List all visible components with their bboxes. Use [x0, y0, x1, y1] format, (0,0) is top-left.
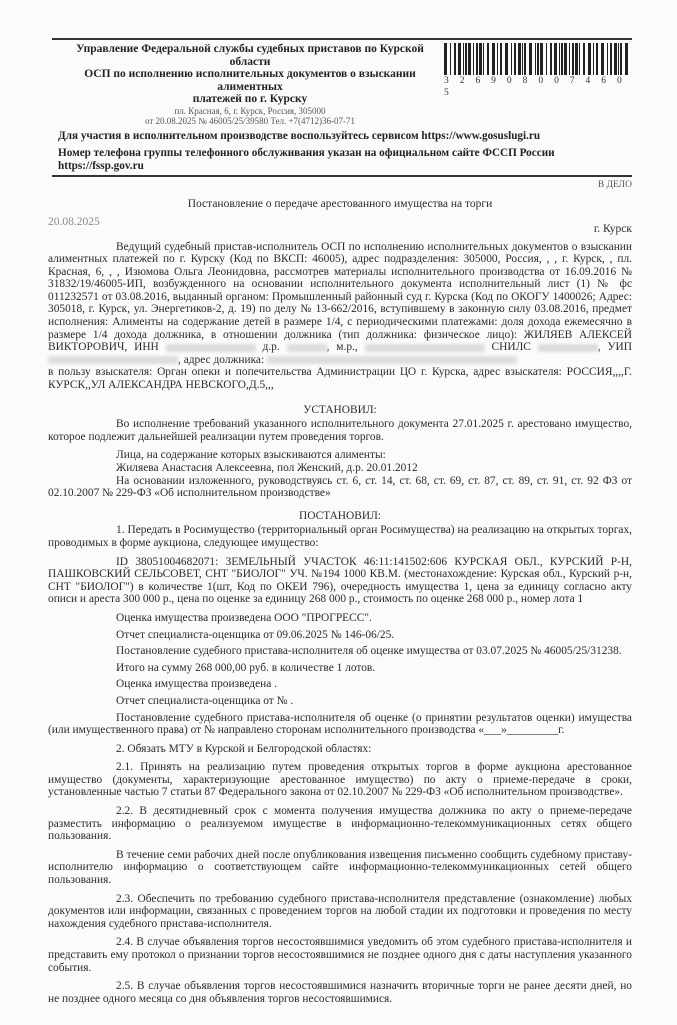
- appraisal-report-blank: Отчет специалиста-оценщика от № .: [116, 694, 294, 707]
- barcode-bar: [537, 43, 539, 75]
- total-sum: Итого на сумму 268 000,00 руб. в количестве 1 лотов.: [116, 661, 376, 674]
- barcode-bar: [579, 43, 580, 75]
- dob-label: д.р.: [262, 341, 280, 354]
- barcode-bar: [610, 43, 612, 75]
- barcode-bar: [524, 43, 526, 75]
- doc-reference: от 20.08.2025 № 46005/25/39580 Тел. +7(4712)36-07-71: [144, 115, 356, 126]
- barcode-bar: [492, 43, 495, 75]
- barcode-digits: 3 2 6 9 0 8 0 0 7 4 6 0 5: [444, 76, 627, 98]
- org-line-2: ОСП по исполнению исполнительных документов о взыскании алиментных: [84, 68, 416, 93]
- barcode-bar: [454, 43, 456, 75]
- resolution-item-2: 2. Обязать МТУ в Курской и Белгородской областях:: [116, 742, 372, 755]
- barcode-bar: [487, 43, 489, 75]
- barcode-bar: [572, 43, 574, 75]
- barcode-bar: [535, 43, 536, 75]
- barcode-bar: [569, 43, 570, 75]
- redacted-dob: [287, 344, 327, 352]
- redacted-address: [267, 356, 517, 364]
- resolution-item-2-2-notice: В течение семи рабочих дней после опубликования извещения письменно сообщить судебному приставу-исполнителю информацию о соответствующем сайте информационно-телекоммуникационных сетей общего пользования.: [48, 848, 632, 887]
- uip-label: , УИП: [597, 341, 632, 354]
- header-top-rule: [52, 38, 632, 40]
- redacted-pob: [365, 344, 485, 352]
- claimant-paragraph: в пользу взыскателя: Орган опеки и попечительства Администрации ЦО г. Курска, адрес взыскателя: РОССИЯ,,,,Г. КУРСК,,УЛ АЛЕКСАНДРА НЕВСКОГО,Д.5,,,: [48, 366, 632, 392]
- appraiser: Оценка имущества произведена ООО "ПРОГРЕСС".: [116, 611, 372, 624]
- barcode-bar: [444, 43, 447, 75]
- resolution-item-2-5: 2.5. В случае объявления торгов несостоявшимися назначить вторичные торги не ранее десяти дней, но не позднее одного месяца со дня объявления торгов несостоявшимися.: [48, 980, 632, 1005]
- debtor-address-label: , адрес должника:: [178, 353, 265, 366]
- barcode-bar: [607, 43, 608, 75]
- barcode-bar: [500, 43, 502, 75]
- valuation-order: Постановление судебного пристава-исполнителя об оценке имущества от 03.07.2025 № 46005/25/31238.: [116, 645, 622, 658]
- alimony-persons-label: Лица, на содержание которых взыскиваются алименты:: [116, 449, 386, 462]
- barcode-bar: [554, 43, 557, 75]
- barcode-bar: [529, 43, 532, 75]
- barcode-bar: [614, 43, 617, 75]
- barcode-bar: [522, 43, 523, 75]
- resolution-item-2-2: 2.2. В десятидневный срок с момента получения имущества должника по акту о приеме-передаче разместить информацию о реализуемом имуществе в информационно-телекоммуникационных сетях общего пользования.: [48, 805, 632, 843]
- appraisal-report: Отчет специалиста-оценщика от 09.06.2025 № 146-06/25.: [116, 628, 395, 641]
- barcode-bar: [561, 43, 563, 75]
- barcode-bar: [497, 43, 498, 75]
- resolution-item-2-4: 2.4. В случае объявления торгов несостоявшимися уведомить об этом судебного пристава-исполнителя и представить ему протокол о признании торгов несостоявшимися не позднее одного дня с даты наступления указанного события.: [48, 936, 632, 974]
- redacted-snils: [538, 344, 598, 352]
- barcode-block: [444, 43, 632, 99]
- barcode-bar: [518, 43, 521, 75]
- barcode-bar: [465, 43, 467, 75]
- legal-basis: На основании изложенного, руководствуясь ст. 6, ст. 14, ст. 68, ст. 69, ст. 87, ст. 89, ст. 91, ст. 92 ФЗ от 02.10.2007 № 229-ФЗ «Об исполнительном производстве»: [48, 474, 632, 500]
- barcode-bar: [559, 43, 560, 75]
- barcode-bar: [601, 43, 604, 75]
- barcode-bar: [620, 43, 622, 75]
- header-bottom-rule: [52, 175, 632, 177]
- header-row: [52, 43, 632, 126]
- barcode-bar: [505, 43, 508, 75]
- barcode-bar: [483, 43, 484, 75]
- appraiser-blank: Оценка имущества произведена .: [116, 678, 278, 691]
- date-line: [48, 216, 632, 235]
- barcode-bar: [511, 43, 512, 75]
- barcode: [444, 43, 632, 75]
- barcode-bar: [564, 43, 567, 75]
- stamp-v-delo: В ДЕЛО: [597, 179, 632, 190]
- barcode-bar: [514, 43, 516, 75]
- established-text: Во исполнение требований указанного исполнительного документа 27.01.2025 г. арестовано имущество, которое подлежит дальнейшей реализации путем проведения торгов.: [48, 418, 632, 443]
- org-address: пл. Красная, 6, г. Курск, Россия, 305000: [174, 105, 326, 116]
- document-date: 20.08.2025: [48, 215, 100, 228]
- document-title: Постановление о передаче арестованного имущества на торги: [187, 197, 493, 210]
- barcode-bar: [476, 43, 478, 75]
- redacted-uip: [48, 356, 178, 364]
- resolution-item-2-3: 2.3. Обеспечить по требованию судебного пристава-исполнителя представление (ознакомление) любых документов или информации, связанных с проведением торгов на любой стадии их подготовки и проведения по месту нахождения судебного пристава-исполнителя.: [48, 892, 632, 930]
- barcode-bar: [550, 43, 552, 75]
- snils-label: СНИЛС: [491, 341, 531, 354]
- established-heading: УСТАНОВИЛ:: [303, 403, 377, 416]
- barcode-bar: [575, 43, 578, 75]
- alimony-person: Жиляева Анастасия Алексеевна, пол Женский, д.р. 20.01.2012: [116, 462, 418, 474]
- barcode-bar: [473, 43, 474, 75]
- barcode-bar: [583, 43, 585, 75]
- barcode-bar: [593, 43, 594, 75]
- org-line-1: Управление Федеральной службы судебных приставов по Курской области: [76, 43, 424, 68]
- resolved-heading: ПОСТАНОВИЛ:: [299, 509, 381, 522]
- org-line-3: платежей по г. Курску: [192, 93, 308, 105]
- resolution-item-1: 1. Передать в Росимущество (территориальный орган Росимущества) на реализацию на открытых торгах, проводимых в форме аукциона, следующее имущество:: [48, 524, 632, 549]
- intro-paragraph: [48, 241, 632, 367]
- barcode-bar: [546, 43, 547, 75]
- barcode-bar: [450, 43, 451, 75]
- intro-text: Ведущий судебный пристав-исполнитель ОСП по исполнению исполнительных документов о взыскании алиментных платежей по г. Курску (Код по ВКСП: 46005), адрес подразделения: 305000, Россия, , , г. Курск, , пл. Красная, 6, , , Изюмова Ольга Леонидовна, рассмотрев материалы исполнительного производства от 16.09.2016 № 31832/19/46005-ИП, возбужденного на основании исполнительного документа исполнительный лист (1) № фс 011232571 от 03.08.2016, выданный органом: Промышленный районный суд г. Курска (Код по ОКОГУ 1400026; Адрес: 305018, г. Курск, ул. Энергетиков-2, д. 19) по делу № 13-662/2016, вступившему в законную силу 03.08.2016, предмет исполнения: Алименты на содержание детей в размере 1/4, с периодическими платежами: доля дохода ежемесячно в размере 1/4 дохода должника, в отношении должника (тип должника: физическое лицо): ЖИЛЯЕВ АЛЕКСЕЙ ВИКТОРОВИЧ, ИНН: [48, 240, 632, 354]
- resolution-item-2-1: 2.1. Принять на реализацию путем проведения открытых торгов в форме аукциона арестованное имущество (документы, характеризующие арестованное имущество) по акту о приеме-передаче в сроки, установленные частью 7 статьи 87 Федерального закона от 02.10.2007 № 229-ФЗ «Об исполнительном производстве».: [48, 761, 632, 799]
- barcode-bar: [596, 43, 598, 75]
- barcode-bar: [588, 43, 591, 75]
- barcode-bar: [625, 43, 628, 75]
- property-description: ID 38051004682071: ЗЕМЕЛЬНЫЙ УЧАСТОК 46:11:141502:606 КУРСКАЯ ОБЛ., КУРСКИЙ Р-Н, ПАШКОВСКИЙ СЕЛЬСОВЕТ, СНТ "БИОЛОГ" УЧ. №194 1000 КВ.М. (местонахождение: Курская обл., Курский р-н, СНТ "БИОЛОГ") в количестве 1(шт, Код по ОКЕИ 796), очередность имущества 1, цена за единицу согласно акту описи и ареста 300 000 р., цена по оценке за единицу 268 000 р., стоимость по оценке 268 000 р., номер лота 1: [48, 555, 632, 606]
- document-city: г. Курск: [593, 222, 632, 235]
- org-header: [60, 43, 440, 126]
- barcode-bar: [463, 43, 464, 75]
- pob-label: , м.р.,: [326, 341, 358, 354]
- barcode-bar: [468, 43, 471, 75]
- barcode-bar: [479, 43, 482, 75]
- barcode-bar: [540, 43, 543, 75]
- redacted-inn: [166, 344, 256, 352]
- gosuslugi-notice: Для участия в исполнительном производстве воспользуйтесь сервисом https://www.gosuslugi.ru: [58, 129, 541, 142]
- barcode-bar: [458, 43, 461, 75]
- valuation-sent: Постановление судебного пристава-исполнителя об оценке (о принятии результатов оценки) имущества (или имущественного права) от № направлено сторонам исполнительного производства «___»_________г.: [48, 711, 632, 737]
- barcode-bar: [618, 43, 619, 75]
- phone-notice: Номер телефона группы телефонного обслуживания указан на официальном сайте ФССП России https://fssp.gov.ru: [58, 146, 555, 172]
